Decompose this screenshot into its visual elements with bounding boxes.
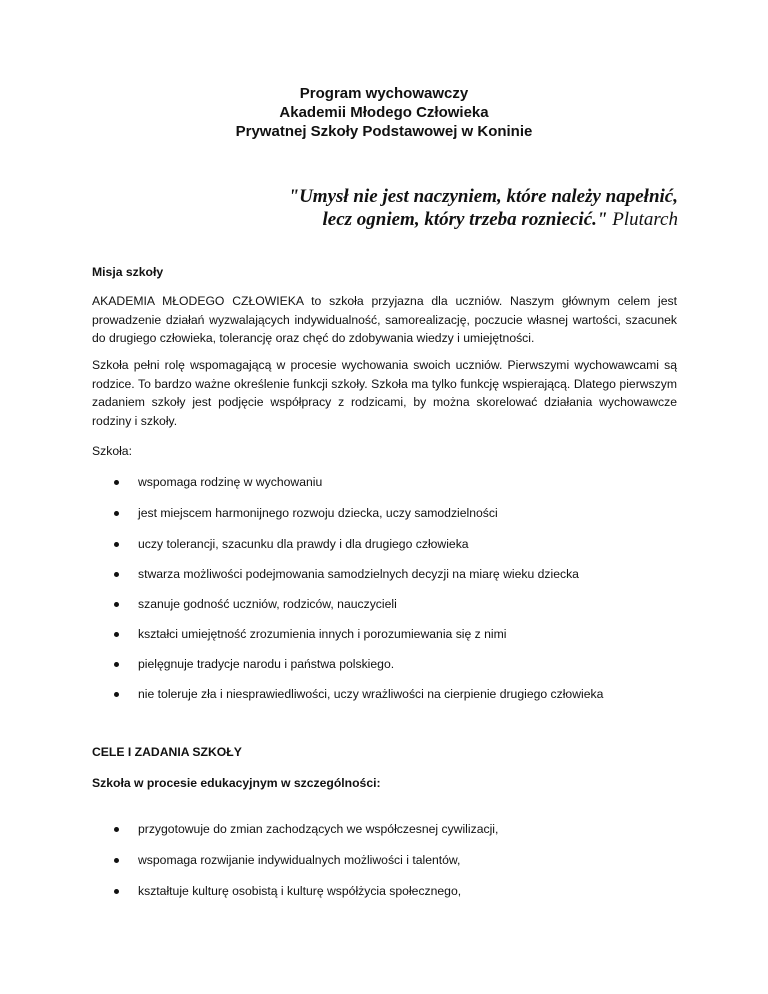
quote-line-2: lecz ogniem, który trzeba rozniecić." — [322, 209, 608, 230]
bullet-icon — [114, 889, 119, 894]
list-item: przygotowuje do zmian zachodzących we współczesnej cywilizacji, — [92, 820, 692, 838]
list-item: nie toleruje zła i niesprawiedliwości, uczy wrażliwości na cierpienie drugiego człowieka — [92, 685, 692, 703]
goals-subheading: Szkoła w procesie edukacyjnym w szczególności: — [92, 776, 381, 790]
title-line-3: Prywatnej Szkoły Podstawowej w Koninie — [235, 123, 533, 140]
list-item: pielęgnuje tradycje narodu i państwa polskiego. — [92, 655, 692, 673]
bullet-icon — [114, 827, 119, 832]
mission-heading: Misja szkoły — [92, 265, 164, 279]
document-title — [0, 84, 768, 141]
title-line-2: Akademii Młodego Człowieka — [279, 104, 489, 121]
list-item: kształci umiejętność zrozumienia innych i porozumiewania się z nimi — [92, 625, 692, 643]
list-item: wspomaga rozwijanie indywidualnych możliwości i talentów, — [92, 851, 692, 869]
bullet-icon — [114, 692, 119, 697]
list-item: stwarza możliwości podejmowania samodzielnych decyzji na miarę wieku dziecka — [92, 565, 692, 583]
mission-paragraph-1: AKADEMIA MŁODEGO CZŁOWIEKA to szkoła przyjazna dla uczniów. Naszym głównym celem jest prowadzenie działań wyzwalających indywidualność, samorealizację, poczucie własnej wartości, szacunek do drugiego człowieka, tolerancję oraz chęć do zdobywania wiedzy i umiejętności. — [92, 294, 677, 345]
bullet-icon — [114, 572, 119, 577]
bullet-icon — [114, 511, 119, 516]
bullet-icon — [114, 858, 119, 863]
bullet-icon — [114, 632, 119, 637]
bullet-icon — [114, 602, 119, 607]
title-line-1: Program wychowawczy — [299, 85, 469, 102]
bullet-icon — [114, 480, 119, 485]
mission-paragraph-2: Szkoła pełni rolę wspomagającą w procesie wychowania swoich uczniów. Pierwszymi wychowawcami są rodzice. To bardzo ważne określenie funkcji szkoły. Szkoła ma tylko funkcję wspierającą. Dlatego pierwszym zadaniem szkoły jest podjęcie współpracy z rodzicami, by można skorelować działania wychowawcze rodziny i szkoły. — [92, 358, 677, 428]
bullet-icon — [114, 662, 119, 667]
epigraph-quote — [158, 185, 678, 231]
goals-heading: CELE I ZADANIA SZKOŁY — [92, 745, 242, 759]
list-item: wspomaga rodzinę w wychowaniu — [92, 473, 692, 491]
quote-line-1: "Umysł nie jest naczyniem, które należy napełnić, — [288, 186, 678, 207]
quote-line-2-wrap — [322, 209, 678, 230]
list-item: jest miejscem harmonijnego rozwoju dziecka, uczy samodzielności — [92, 504, 692, 522]
list-item: kształtuje kulturę osobistą i kulturę współżycia społecznego, — [92, 882, 692, 900]
quote-author: Plutarch — [612, 209, 678, 230]
list-item: szanuje godność uczniów, rodziców, nauczycieli — [92, 595, 692, 613]
bullet-icon — [114, 542, 119, 547]
school-label: Szkoła: — [92, 444, 132, 458]
list-item: uczy tolerancji, szacunku dla prawdy i dla drugiego człowieka — [92, 535, 692, 553]
